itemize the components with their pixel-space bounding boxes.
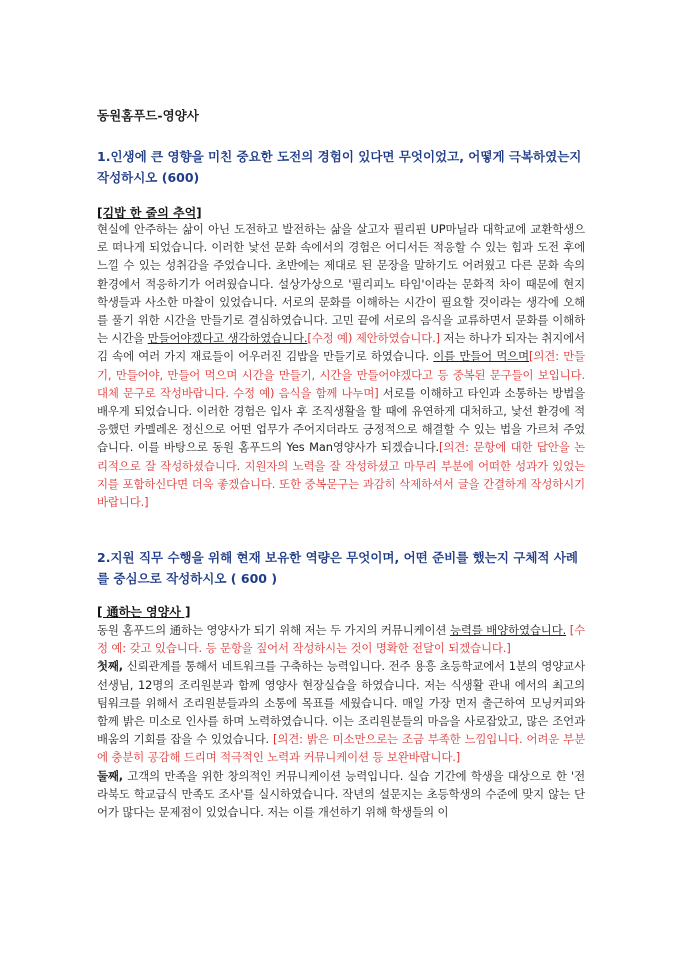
editor-comment-4: [수정 예: 갖고 있습니다. 등 문항을 짚어서 작성하시는 것이 명확한 전달이 되겠습니다.] [97, 623, 585, 656]
answer-1-paragraph-3: 서로를 이해하고 타인과 소통하는 방법을 배우게 되었습니다. 이러한 경험은 입사 후 조직생활을 할 때에 유연하게 대처하고, 낯선 환경에 적응했던 카멜레온 정신으로 어떤 업무가 주어지더라도 긍정적으로 해결할 수 있는 법을 가르쳐 주었습니다. 이를 바탕으로 동원 홈푸드의 Yes Man영양사가 되겠습니다. [97, 385, 585, 455]
answer-2-paragraph-1: 동원 홈푸드의 通하는 영양사가 되기 위해 저는 두 가지의 커뮤니케이션 [97, 623, 450, 637]
editor-comment-1: [수정 예) 제안하였습니다.] [307, 331, 441, 346]
answer-1-body [97, 220, 585, 511]
answer-2-subtitle: [ 通하는 영양사 ] [97, 605, 191, 619]
first-label: 첫째, [97, 659, 124, 674]
answer-1-underlined-2: 이를 만들어 먹으며 [433, 349, 530, 364]
answer-1-paragraph-1: 현실에 안주하는 삶이 아닌 도전하고 발전하는 삶을 살고자 필리핀 UP마닐라 대학교에 교환학생으로 떠나게 되었습니다. 이러한 낯선 문화 속에서의 경험은 어디서든 적응할 수 있는 힘과 도전 후에 느낄 수 있는 성취감을 주었습니다. 초반에는 제대로 된 문장을 말하기도 어려웠고 다른 문화 속의 환경에서 적응하기가 어려웠습니다. 설상가상으로 '필리피노 타임'이라는 문화적 차이 때문에 현지 학생들과 사소한 마찰이 있었습니다. 서로의 문화를 이해하는 시간이 필요할 것이라는 생각에 오해를 풀기 위한 시간을 만들기로 결심하였습니다. 고민 끝에 서로의 음식을 교류하면서 문화를 이해하는 시간을 [97, 222, 585, 346]
question-2: 2.지원 직무 수행을 위해 현재 보유한 역량은 무엇이며, 어떤 준비를 했는지 구체적 사례를 중심으로 작성하시오 ( 600 ) [97, 550, 578, 586]
editor-comment-5: [의견: 밝은 미소만으로는 조금 부족한 느낌입니다. 어려운 부분에 충분히 공감해 드리며 적극적인 노력과 커뮤니케이션 등 보완바랍니다.] [97, 732, 585, 765]
answer-2-body [97, 621, 585, 821]
second-label: 둘째, [97, 768, 124, 783]
answer-2-paragraph-3: 고객의 만족을 위한 창의적인 커뮤니케이션 능력입니다. 실습 기간에 학생을 대상으로 한 '전라북도 학교급식 만족도 조사'를 실시하였습니다. 작년의 설문지는 초등학생의 수준에 맞지 않는 단어가 많다는 문제점이 있었습니다. 저는 이를 개선하기 위해 학생들의 이 [97, 768, 585, 820]
question-1: 1.인생에 큰 영향을 미친 중요한 도전의 경험이 있다면 무엇이었고, 어떻게 극복하였는지 작성하시오 (600) [97, 149, 582, 185]
answer-1-subtitle: [김밥 한 줄의 추억] [97, 206, 202, 220]
answer-1-underlined-1: 만들어야겠다고 생각하였습니다. [147, 331, 308, 346]
answer-2-underlined-1: 능력를 배양하였습니다. [449, 623, 567, 637]
editor-comment-3: [의견: 문항에 대한 답안을 논리적으로 잘 작성하셨습니다. 지원자의 노력을 잘 작성하셨고 마무리 부분에 어떠한 성과가 있었는지를 포함하신다면 더욱 좋겠습니다. 또한 중복문구는 과감히 삭제하셔서 글을 간결하게 작성하시기 바랍니다.] [97, 440, 585, 510]
answer-1-paragraph-2: 저는 하나가 되자는 취지에서 김 속에 여러 가지 재료들이 어우러진 김밥을 만들기로 하였습니다. [97, 331, 585, 364]
answer-2-paragraph-2: 신뢰관계를 통해서 네트워크를 구축하는 능력입니다. 전주 용흥 초등학교에서 1분의 영양교사 선생님, 12명의 조리원분과 함께 영양사 현장실습을 하였습니다. 저는 식생활 관내 에서의 최고의 팀워크를 위해서 조리원분들과의 소통에 목표를 세웠습니다. 매일 가장 먼저 출근하여 모닝커피와 함께 밝은 미소로 인사를 하며 노력하였습니다. 이는 조리원분들의 마음을 사로잡았고, 많은 조언과 배움의 기회를 잡을 수 있었습니다. [97, 659, 585, 747]
editor-comment-2: [의견: 만들기, 만들어야, 만들어 먹으며 시간을 만들기, 시간을 만들어야겠다고 등 중복된 문구들이 보입니다. 대체 문구로 작성바랍니다. 수정 예) 음식을 함께 나누며] [97, 349, 586, 400]
document-title: 동원홈푸드-영양사 [97, 108, 199, 123]
